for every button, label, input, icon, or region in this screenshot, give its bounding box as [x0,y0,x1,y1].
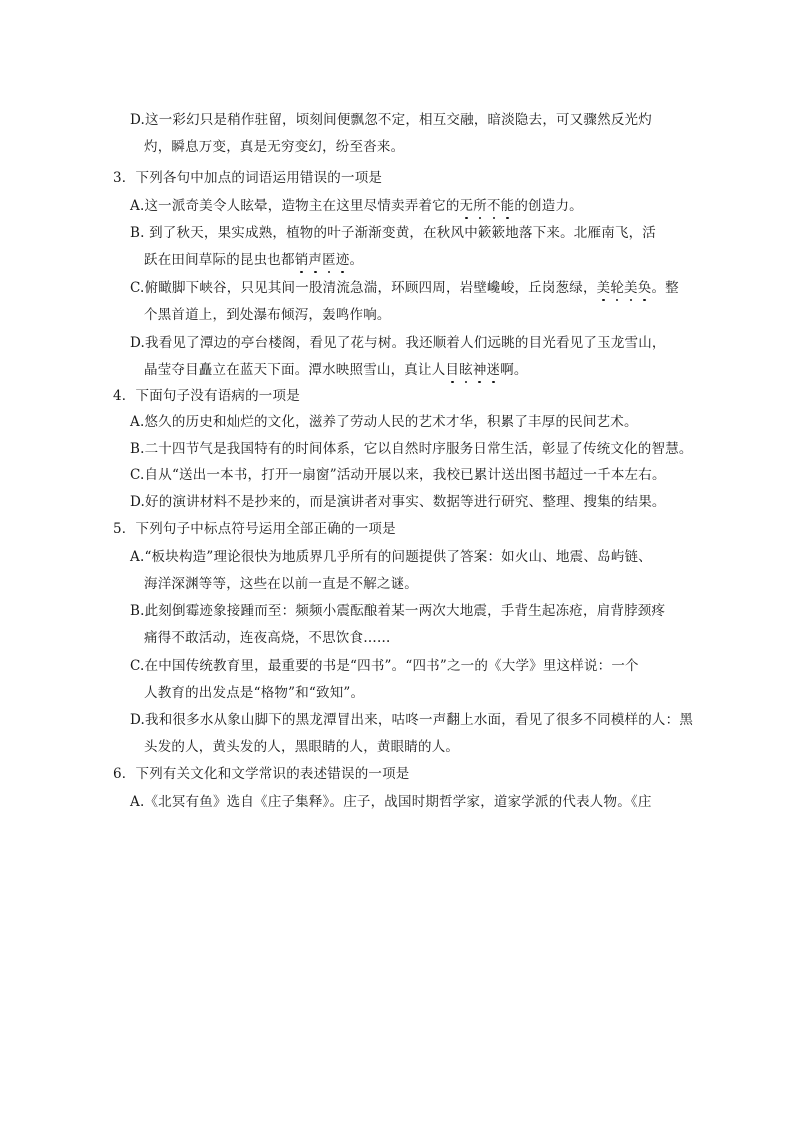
dotted-char: 目 [445,362,460,378]
q5-option-c-line1: C.在中国传统教育里，最重要的书是“四书”。“四书”之一的《大学》里这样说：一个 [130,658,639,674]
q3-option-c-line2: 个黑首道上，到处瀑布倾泻，轰鸣作响。 [144,307,391,323]
q3-option-c-text-end: 。整 [651,280,679,296]
dotted-char: 匿 [322,252,336,268]
dotted-char: 眩 [459,362,473,378]
q3-option-b-line2 [144,251,363,269]
dotted-char: 奂 [637,280,652,296]
dotted-char: 美 [624,280,638,296]
q5-option-d-line2: 头发的人，黄头发的人，黑眼睛的人，黄眼睛的人。 [144,739,460,755]
q4-option-b: B.二十四节气是我国特有的时间体系，它以自然时序服务日常生活，彰显了传统文化的智慧。 [130,441,693,457]
dotted-char: 声 [308,252,323,268]
dotted-char: 不 [486,198,501,214]
q4-stem: 4．下面句子没有语病的一项是 [113,388,300,404]
q3-option-d-line2 [144,361,528,379]
q3-option-d-text-end: 啊。 [500,362,528,378]
dotted-char: 无 [459,198,474,214]
dotted-char: 销 [294,252,309,268]
dotted-char: 所 [473,198,487,214]
q3-option-c-text: C.俯瞰脚下峡谷，只见其间一股清流急湍，环顾四周，岩壁巉峻，丘岗葱绿， [130,280,597,296]
dotted-char: 美 [596,280,611,296]
q5-option-b-line2: 痛得不敢活动，连夜高烧，不思饮食…… [144,630,391,646]
q3-option-d-line1: D.我看见了潭边的亭台楼阁，看见了花与树。我还顺着人们远眺的目光看见了玉龙雪山， [130,335,666,351]
dotted-char: 轮 [610,280,625,296]
q4-option-a: A.悠久的历史和灿烂的文化，滋养了劳动人民的艺术才华，积累了丰厚的民间艺术。 [130,414,638,430]
q6-option-a-line1: A.《北冥有鱼》选自《庄子集释》。庄子，战国时期哲学家，道家学派的代表人物。《庄 [130,794,652,810]
dotted-char: 迷 [486,362,501,378]
q5-option-b-line1: B.此刻倒霉迹象接踵而至：频频小震酝酿着某一两次大地震，手背生起冻疮，肩背脖颈疼 [130,603,666,619]
q5-option-c-line2: 人教育的出发点是“格物”和“致知”。 [144,685,365,701]
q5-option-a-line2: 海洋深渊等等，这些在以前一直是不解之谜。 [144,576,418,592]
q6-stem: 6．下列有关文化和文学常识的表述错误的一项是 [113,766,410,782]
q3-option-b-text: 跃在田间草际的昆虫也都 [144,252,295,268]
q3-stem: 3．下列各句中加点的词语运用错误的一项是 [113,170,383,186]
q3-option-d-text: 晶莹夺目矗立在蓝天下面。潭水映照雪山，真让人 [144,362,446,378]
q4-option-d: D.好的演讲材料不是抄来的，而是演讲者对事实、数据等进行研究、整理、搜集的结果。 [130,494,666,510]
q5-stem: 5．下列句子中标点符号运用全部正确的一项是 [113,521,396,537]
q3-option-b-text-end: 。 [349,252,364,268]
q3-option-b-line1: B. 到了秋天，果实成熟，植物的叶子渐渐变黄，在秋风中簌簌地落下来。北雁南飞，活 [130,225,657,241]
q5-option-d-line1: D.我和很多水从象山脚下的黑龙潭冒出来，咕咚一声翻上水面，看见了很多不同模样的人：黑 [130,712,694,728]
q2-option-d-line1: D.这一彩幻只是稍作驻留，顷刻间便飘忽不定，相互交融，暗淡隐去，可又骤然反光灼 [130,112,652,128]
dotted-char: 神 [472,362,487,378]
q4-option-c: C.自从“送出一本书，打开一扇窗”活动开展以来，我校已累计送出图书超过一千本左右。 [130,467,666,483]
q3-option-c-line1 [130,279,679,297]
q5-option-a-line1: A.“板块构造”理论很快为地质界几乎所有的问题提供了答案：如火山、地震、岛屿链、 [130,549,652,565]
q3-option-a-text: A.这一派奇美令人眩晕，造物主在这里尽情卖弄着它的 [130,198,460,214]
q3-option-a-text-end: 的创造力。 [514,198,583,214]
q3-option-a [130,197,583,215]
q2-option-d-line2: 灼，瞬息万变，真是无穷变幻，纷至沓来。 [144,139,405,155]
dotted-char: 能 [500,198,515,214]
dotted-char: 迹 [335,252,350,268]
